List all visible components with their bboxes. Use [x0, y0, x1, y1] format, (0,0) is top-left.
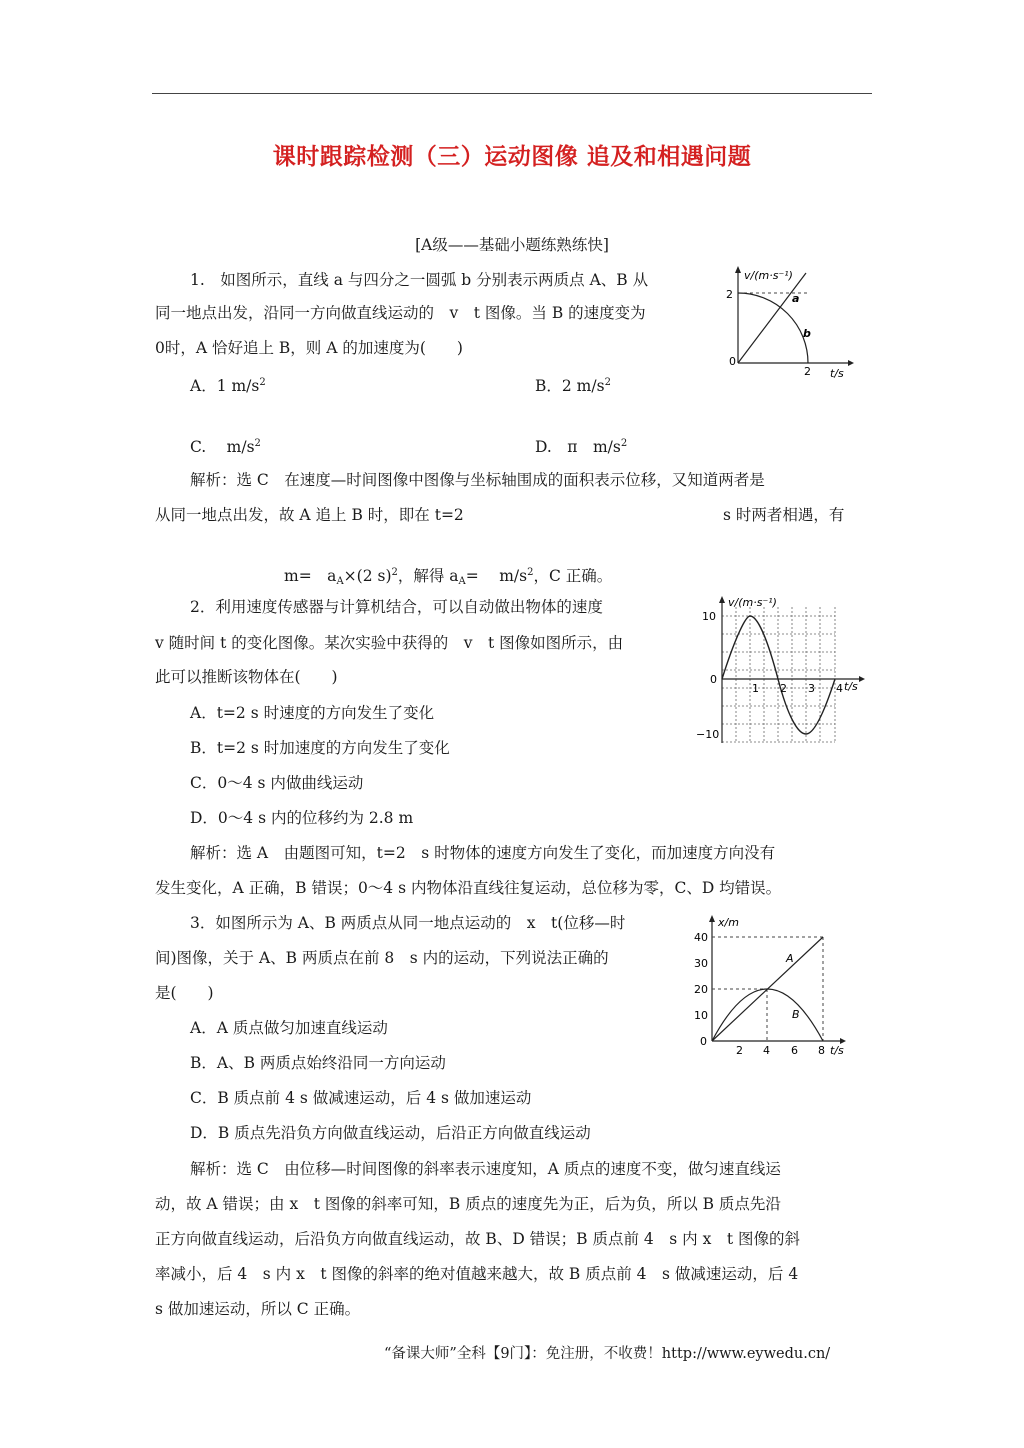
q3-graph-y30: 30 [694, 957, 708, 970]
q2-option-a: A．t=2 s 时速度的方向发生了变化 [190, 704, 435, 722]
q1-graph-ylabel: v/(m·s⁻¹) [744, 269, 793, 282]
q3-option-a: A．A 质点做匀加速直线运动 [190, 1019, 388, 1037]
q2-graph-xlabel: t/s [844, 680, 858, 693]
page-footer: “备课大师”全科【9门】：免注册，不收费！http://www.eywedu.cn/ [384, 1346, 831, 1362]
q3-graph-label-b: B [792, 1008, 800, 1021]
q1-option-c: C. $m/s^2$ [190, 438, 261, 456]
q1-option-b: B．2 $m/s^2$ [535, 377, 611, 395]
q2-graph-x3: 3 [808, 682, 815, 695]
q2-graph-yn10: −10 [696, 728, 720, 741]
q2-graph-x4: 4 [836, 682, 843, 695]
q3-graph-y20: 20 [694, 983, 708, 996]
q1-solution-line3: m= $a_A\times(2$ s)$^2$，解得 $a_A=$ $m/s^2$，C 正确。 [284, 567, 613, 587]
q3-solution-line2: 动，故 A 错误；由 x t 图像的斜率可知，B 质点的速度先为正，后为负，所以 B 质点先沿 [155, 1195, 781, 1213]
q2-graph-x1: 1 [752, 682, 759, 695]
q3-graph-origin: 0 [700, 1035, 707, 1048]
q2-option-d: D．0～4 s 内的位移约为 2.8 m [190, 809, 414, 827]
q2-option-b: B．t=2 s 时加速度的方向发生了变化 [190, 739, 450, 757]
q3-graph-x8: 8 [818, 1044, 825, 1057]
q3-graph-y40: 40 [694, 931, 708, 944]
q1-line3: 0时，A 恰好追上 B，则 A 的加速度为( ) [155, 339, 463, 357]
header-rule [152, 93, 872, 94]
q3-line3: 是( ) [155, 984, 214, 1002]
q2-solution-line1: 解析：选 A 由题图可知，t=2 s 时物体的速度方向发生了变化，而加速度方向没有 [190, 844, 776, 862]
q3-graph-x6: 6 [791, 1044, 798, 1057]
q3-solution-line5: s 做加速运动，所以 C 正确。 [155, 1300, 361, 1318]
q2-graph-origin: 0 [710, 673, 717, 686]
q3-solution-line1: 解析：选 C 由位移—时间图像的斜率表示速度知，A 质点的速度不变，做匀速直线运 [190, 1160, 781, 1178]
q1-solution-line2b: s 时两者相遇，有 [723, 506, 845, 524]
q3-xt-graph [690, 912, 860, 1060]
q1-option-d: D. π $m/s^2$ [535, 438, 628, 456]
q3-line1: 3．如图所示为 A、B 两质点从同一地点运动的 x t(位移—时 [190, 914, 626, 932]
q3-graph-label-a: A [786, 952, 794, 965]
q1-vt-graph [726, 265, 856, 380]
q1-graph-y2: 2 [726, 288, 733, 301]
q3-graph-x4: 4 [763, 1044, 770, 1057]
q1-option-a: A．1 $m/s^2$ [190, 377, 266, 395]
q2-line2: v 随时间 t 的变化图像。某次实验中获得的 v t 图像如图所示，由 [155, 634, 624, 652]
q3-option-b: B．A、B 两质点始终沿同一方向运动 [190, 1054, 446, 1072]
q3-line2: 间)图像，关于 A、B 两质点在前 8 s 内的运动，下列说法正确的 [155, 949, 609, 967]
q2-graph-y10: 10 [702, 610, 716, 623]
q2-line1: 2．利用速度传感器与计算机结合，可以自动做出物体的速度 [190, 598, 603, 616]
q1-solution-line1: 解析：选 C 在速度—时间图像中图像与坐标轴围成的面积表示位移，又知道两者是 [190, 471, 765, 489]
q1-line1: 1. 如图所示，直线 a 与四分之一圆弧 b 分别表示两质点 A、B 从 [190, 271, 649, 289]
q1-graph-x2: 2 [804, 365, 811, 378]
q2-option-c: C．0～4 s 内做曲线运动 [190, 774, 364, 792]
q2-vt-graph [694, 593, 869, 748]
q2-solution-line2: 发生变化，A 正确，B 错误；0～4 s 内物体沿直线往复运动，总位移为零，C、D 均错误。 [155, 879, 782, 897]
q1-line2: 同一地点出发，沿同一方向做直线运动的 v t 图像。当 B 的速度变为 [155, 304, 646, 322]
section-heading: [A级——基础小题练熟练快] [415, 236, 609, 254]
q3-solution-line4: 率减小，后 4 s 内 x t 图像的斜率的绝对值越来越大，故 B 质点前 4 s 做减速运动，后 4 [155, 1265, 799, 1283]
q3-option-d: D．B 质点先沿负方向做直线运动，后沿正方向做直线运动 [190, 1124, 591, 1142]
q1-graph-label-a: a [792, 292, 800, 305]
q3-option-c: C．B 质点前 4 s 做减速运动，后 4 s 做加速运动 [190, 1089, 532, 1107]
q3-solution-line3: 正方向做直线运动，后沿负方向做直线运动，故 B、D 错误；B 质点前 4 s 内 x t 图像的斜 [155, 1230, 800, 1248]
page-title: 课时跟踪检测（三）运动图像 追及和相遇问题 [272, 143, 752, 170]
q1-solution-line2a: 从同一地点出发，故 A 追上 B 时，即在 t=2 [155, 506, 464, 524]
q3-graph-ylabel: x/m [718, 916, 739, 929]
q2-graph-ylabel: v/(m·s⁻¹) [728, 596, 777, 609]
q1-graph-xlabel: t/s [830, 367, 844, 380]
q3-graph-y10: 10 [694, 1009, 708, 1022]
q3-graph-x2: 2 [736, 1044, 743, 1057]
q1-graph-origin: 0 [729, 355, 736, 368]
q2-graph-x2: 2 [780, 682, 787, 695]
q1-graph-label-b: b [803, 327, 811, 340]
q3-graph-xlabel: t/s [830, 1044, 844, 1057]
q2-line3: 此可以推断该物体在( ) [155, 668, 338, 686]
